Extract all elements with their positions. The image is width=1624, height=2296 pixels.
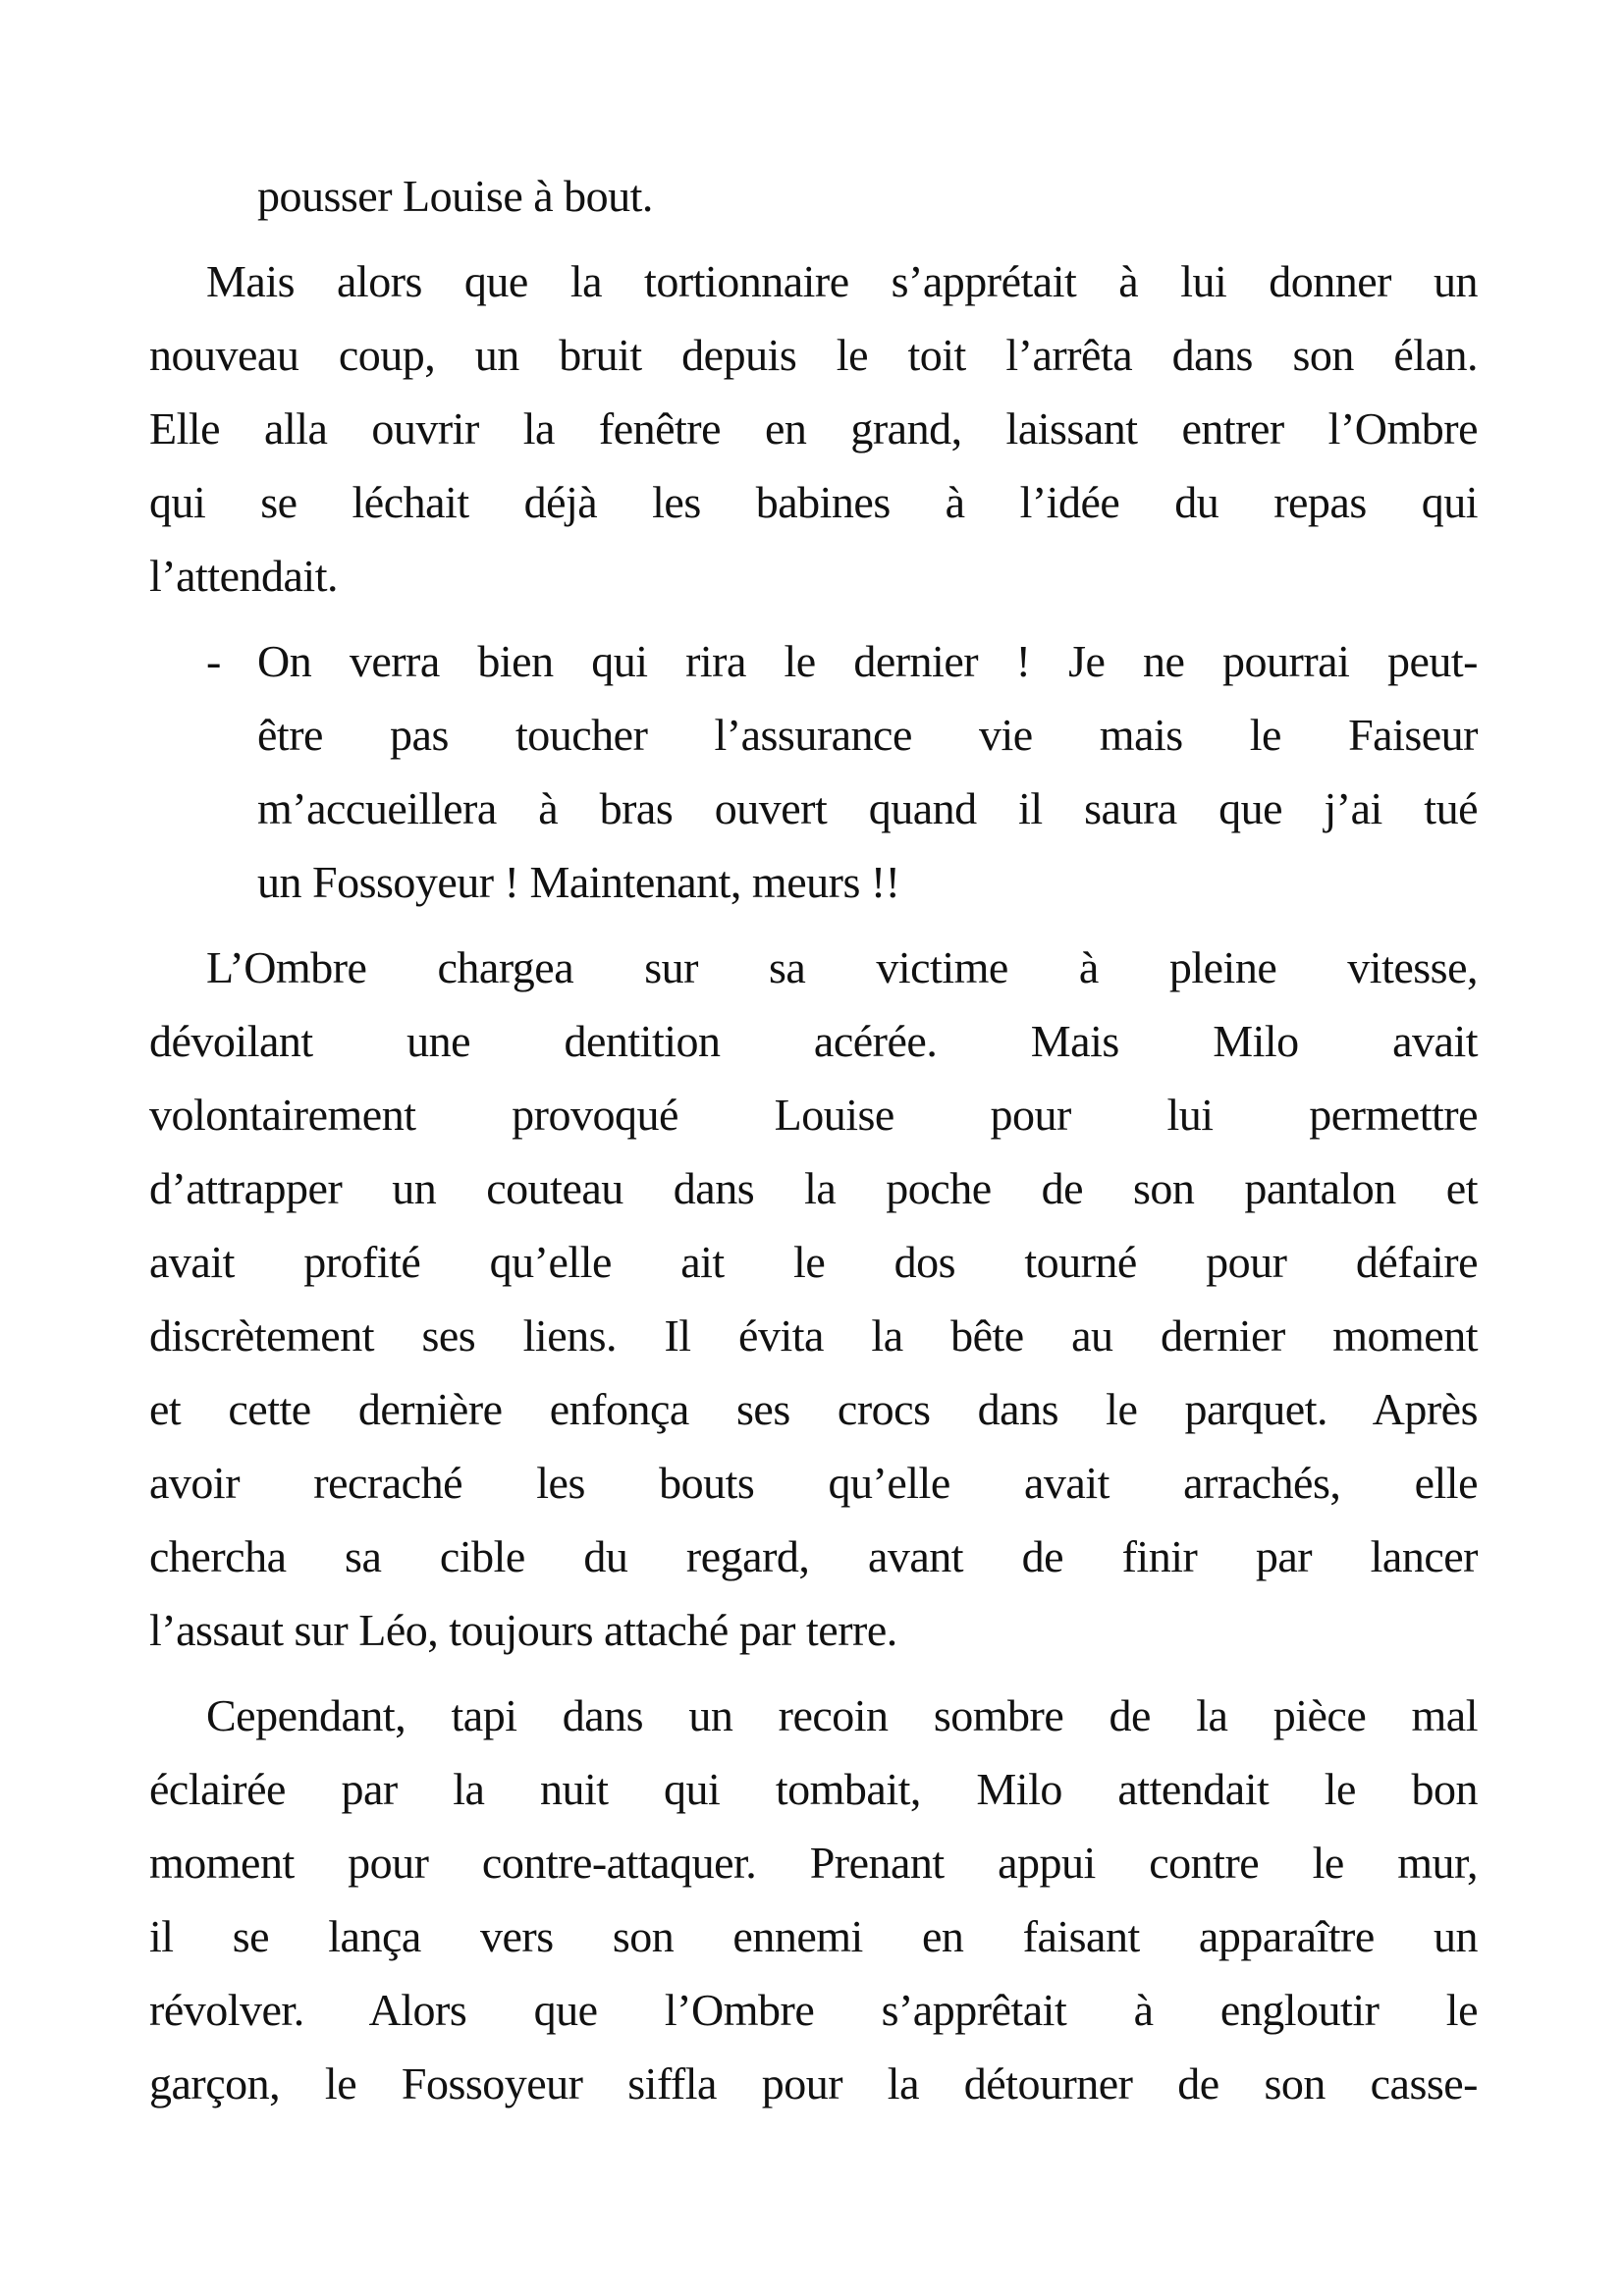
paragraph-narration-2 — [149, 931, 1478, 1667]
text-line: Mais alors que la tortionnaire s’apprétait à lui donner un — [206, 256, 1478, 306]
paragraph-narration-3 — [149, 1679, 1478, 2120]
text-line: un Fossoyeur ! Maintenant, meurs !! — [257, 857, 900, 907]
text-line: moment pour contre-attaquer. Prenant appui contre le mur, — [149, 1838, 1478, 1888]
text-line: éclairée par la nuit qui tombait, Milo attendait le bon — [149, 1764, 1478, 1814]
text-line: L’Ombre chargea sur sa victime à pleine vitesse, — [206, 942, 1478, 992]
text-line: être pas toucher l’assurance vie mais le Faiseur — [257, 710, 1478, 760]
text-line: m’accueillera à bras ouvert quand il saura que j’ai tué — [257, 783, 1478, 833]
text-line: garçon, le Fossoyeur siffla pour la détourner de son casse- — [149, 2058, 1478, 2109]
paragraph-continuation — [149, 159, 1478, 233]
text-line: et cette dernière enfonça ses crocs dans le parquet. Après — [149, 1384, 1478, 1434]
text-line: d’attrapper un couteau dans la poche de son pantalon et — [149, 1163, 1478, 1213]
text-line: dévoilant une dentition acérée. Mais Milo avait — [149, 1016, 1478, 1066]
text-line: l’attendait. — [149, 551, 338, 601]
text-line: volontairement provoqué Louise pour lui permettre — [149, 1090, 1478, 1140]
text-line: chercha sa cible du regard, avant de finir par lancer — [149, 1531, 1478, 1581]
text-line: Elle alla ouvrir la fenêtre en grand, laissant entrer l’Ombre — [149, 403, 1478, 454]
text-line: Cependant, tapi dans un recoin sombre de la pièce mal — [206, 1690, 1478, 1740]
text-line: qui se léchait déjà les babines à l’idée du repas qui — [149, 477, 1478, 527]
text-line: pousser Louise à bout. — [257, 171, 653, 221]
text-line: l’assaut sur Léo, toujours attaché par terre. — [149, 1605, 897, 1655]
dialogue-text: On verra bien qui rira le dernier ! Je ne pourrai peut- — [257, 636, 1478, 686]
text-line: avait profité qu’elle ait le dos tourné pour défaire — [149, 1237, 1478, 1287]
text-line: il se lança vers son ennemi en faisant apparaître un — [149, 1911, 1478, 1961]
text-line: révolver. Alors que l’Ombre s’apprêtait à engloutir le — [149, 1985, 1478, 2035]
dialogue-dash: - — [206, 636, 221, 686]
paragraph-narration-1 — [149, 244, 1478, 613]
text-line: nouveau coup, un bruit depuis le toit l’arrêta dans son élan. — [149, 330, 1478, 380]
text-line: discrètement ses liens. Il évita la bête au dernier moment — [149, 1310, 1478, 1361]
text-line — [149, 624, 1478, 698]
text-line: avoir recraché les bouts qu’elle avait arrachés, elle — [149, 1458, 1478, 1508]
paragraph-dialogue — [149, 624, 1478, 919]
